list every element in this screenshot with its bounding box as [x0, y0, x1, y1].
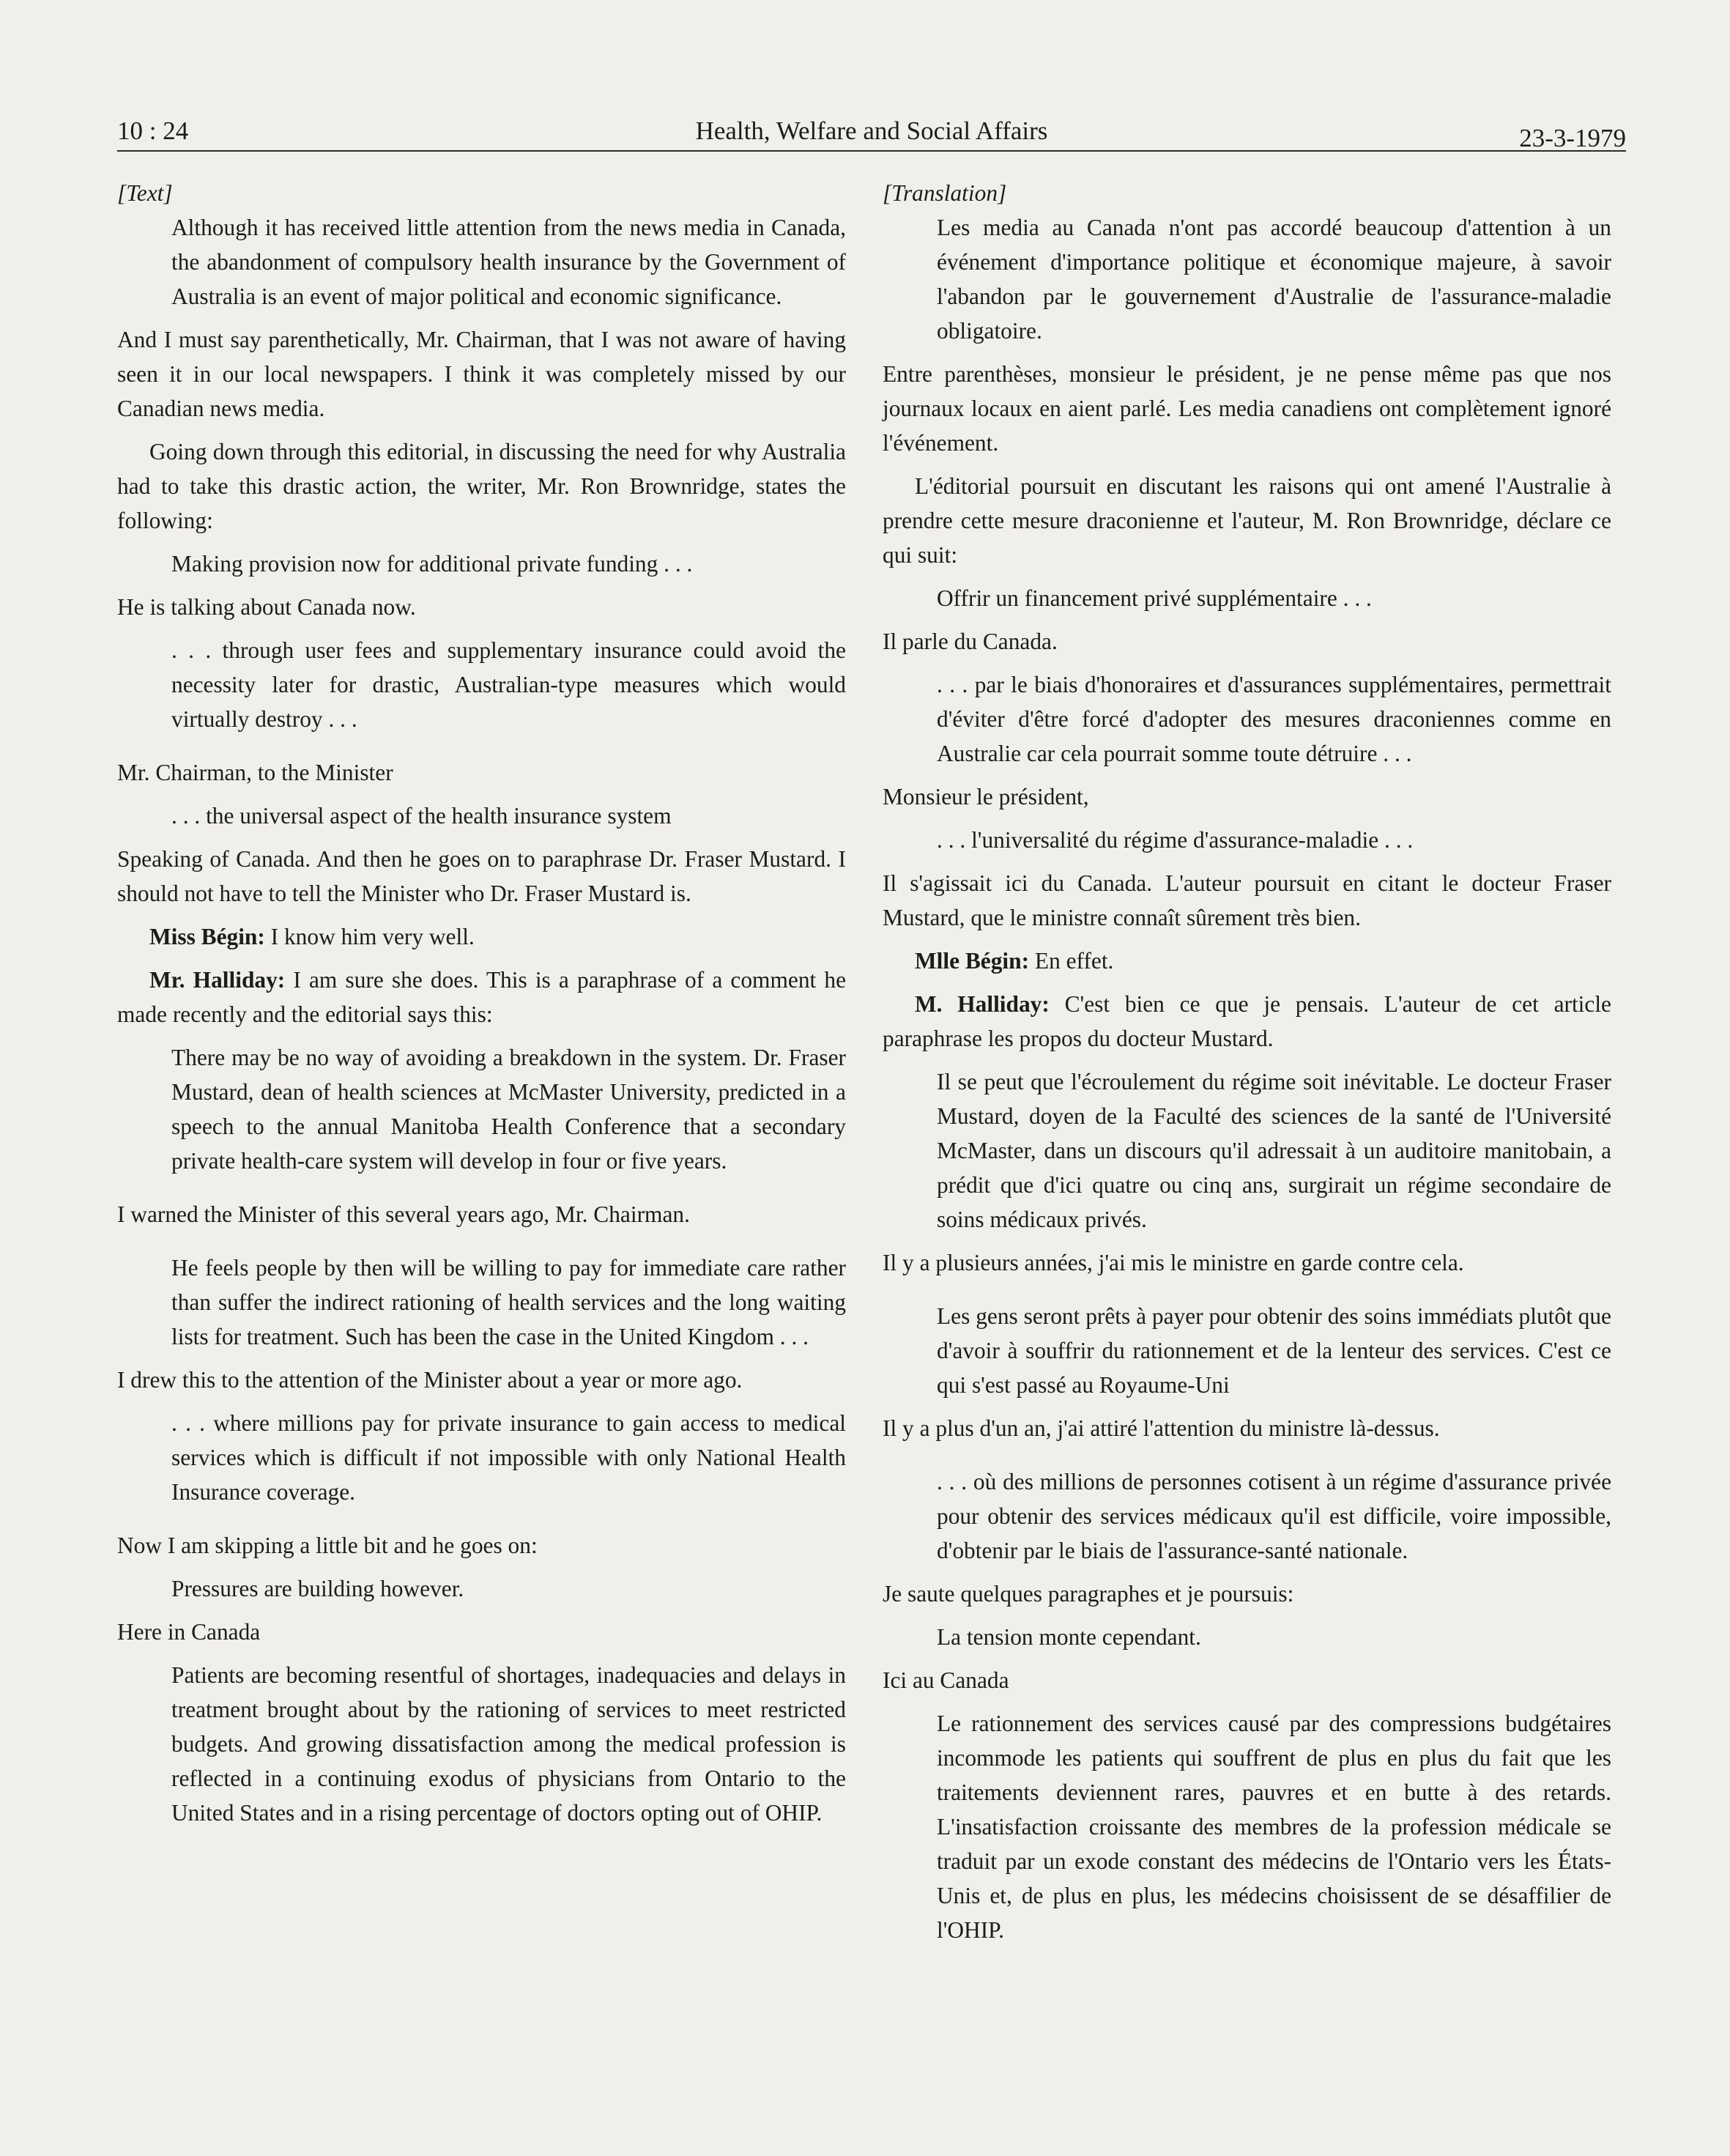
- paragraph: I drew this to the attention of the Minister about a year or more ago.: [117, 1367, 743, 1393]
- paragraph: I warned the Minister of this several years ago, Mr. Chairman.: [117, 1201, 690, 1227]
- quote-paragraph: . . . où des millions de personnes cotisent à un régime d'assurance privée pour obtenir des services médicaux qu'il est difficile, voire impossible, d'obtenir par le biais de l'assurance-santé nationale.: [937, 1469, 1611, 1563]
- paragraph: Mr. Chairman, to the Minister: [117, 760, 393, 785]
- quote-paragraph: He feels people by then will be willing to pay for immediate care rather than suffer the indirect rationing of health services and the long waiting lists for treatment. Such has been the case in the United Kingdom . . .: [171, 1255, 846, 1349]
- paragraph: Il y a plusieurs années, j'ai mis le ministre en garde contre cela.: [883, 1250, 1464, 1275]
- quote-paragraph: Patients are becoming resentful of shortages, inadequacies and delays in treatment brought about by the rationing of services to meet restricted budgets. And growing dissatisfaction among the medical profession is reflected in a continuing exodus of physicians from Ontario to the United States and in a rising percentage of doctors opting out of OHIP.: [171, 1662, 846, 1826]
- quote-paragraph: Offrir un financement privé supplémentaire . . .: [937, 585, 1372, 611]
- paragraph: And I must say parenthetically, Mr. Chairman, that I was not aware of having seen it in our local newspapers. I think it was completely missed by our Canadian news media.: [117, 327, 846, 421]
- page-date: 23-3-1979: [1519, 124, 1626, 152]
- quote-paragraph: La tension monte cependant.: [937, 1624, 1201, 1650]
- paragraph: Here in Canada: [117, 1619, 261, 1645]
- section-tag: [Text]: [117, 180, 173, 206]
- paragraph: Il y a plus d'un an, j'ai attiré l'attention du ministre là-dessus.: [883, 1415, 1440, 1441]
- running-title: Health, Welfare and Social Affairs: [695, 116, 1048, 145]
- quote-paragraph: . . . where millions pay for private insurance to gain access to medical services which is difficult if not impossible with only National Health Insurance coverage.: [171, 1410, 846, 1505]
- quote-paragraph: . . . par le biais d'honoraires et d'assurances supplémentaires, permettrait d'éviter d'être forcé d'adopter des mesures draconiennes comme en Australie car cela pourrait somme toute détruire . . .: [937, 672, 1611, 766]
- paragraph: Speaking of Canada. And then he goes on to paraphrase Dr. Fraser Mustard. I should not have to tell the Minister who Dr. Fraser Mustard is.: [117, 846, 846, 906]
- page-header: [117, 106, 1626, 152]
- speaker-paragraph: [117, 919, 846, 954]
- speaker-name: Mr. Halliday:: [149, 967, 286, 993]
- paragraph: L'éditorial poursuit en discutant les raisons qui ont amené l'Australie à prendre cette mesure draconienne et l'auteur, M. Ron Brownridge, déclare ce qui suit:: [883, 473, 1611, 568]
- section-tag: [Translation]: [883, 180, 1007, 206]
- speaker-name: Miss Bégin:: [149, 924, 265, 949]
- quote-paragraph: Les media au Canada n'ont pas accordé beaucoup d'attention à un événement d'importance politique et économique majeure, à savoir l'abandon par le gouvernement d'Australie de l'assurance-maladie obligatoire.: [937, 215, 1611, 344]
- speaker-text: En effet.: [1029, 948, 1114, 974]
- english-column: [117, 176, 846, 1839]
- speaker-text: I am sure she does. This is a paraphrase of a comment he made recently and the editorial says this:: [117, 967, 846, 1027]
- quote-paragraph: Although it has received little attention from the news media in Canada, the abandonment of compulsory health insurance by the Government of Australia is an event of major political and economic significance.: [171, 215, 846, 309]
- speaker-name: M. Halliday:: [915, 991, 1050, 1017]
- speaker-text: I know him very well.: [264, 924, 475, 949]
- french-column: [883, 176, 1611, 1956]
- paragraph: Entre parenthèses, monsieur le président, je ne pense même pas que nos journaux locaux en aient parlé. Les media canadiens ont complètement ignoré l'événement.: [883, 361, 1611, 456]
- quote-paragraph: Le rationnement des services causé par des compressions budgétaires incommode les patients qui souffrent de plus en plus du fait que les traitements deviennent rares, pauvres et en butte à des retards. L'insatisfaction croissante des membres de la profession médicale se traduit par un exode constant des médecins de l'Ontario vers les États-Unis et, de plus en plus, les médecins choisissent de se désaffilier de l'OHIP.: [937, 1711, 1611, 1943]
- paragraph: Ici au Canada: [883, 1667, 1009, 1693]
- paragraph: Il parle du Canada.: [883, 629, 1058, 654]
- speaker-paragraph: [117, 963, 846, 1031]
- paragraph: Il s'agissait ici du Canada. L'auteur poursuit en citant le docteur Fraser Mustard, que le ministre connaît sûrement très bien.: [883, 870, 1611, 930]
- speaker-paragraph: [883, 944, 1611, 978]
- paragraph: Now I am skipping a little bit and he goes on:: [117, 1533, 538, 1558]
- quote-paragraph: Les gens seront prêts à payer pour obtenir des soins immédiats plutôt que d'avoir à souffrir du rationnement et de la lenteur des services. C'est ce qui s'est passé au Royaume-Uni: [937, 1303, 1611, 1398]
- speaker-paragraph: [883, 987, 1611, 1056]
- quote-paragraph: Making provision now for additional private funding . . .: [171, 551, 693, 577]
- paragraph: Monsieur le président,: [883, 784, 1089, 810]
- quote-paragraph: . . . through user fees and supplementary insurance could avoid the necessity later for drastic, Australian-type measures which would virtually destroy . . .: [171, 637, 846, 732]
- paragraph: He is talking about Canada now.: [117, 594, 416, 620]
- speaker-name: Mlle Bégin:: [915, 948, 1030, 974]
- paragraph: Je saute quelques paragraphes et je poursuis:: [883, 1581, 1294, 1607]
- quote-paragraph: . . . the universal aspect of the health insurance system: [171, 803, 672, 829]
- quote-paragraph: Il se peut que l'écroulement du régime soit inévitable. Le docteur Fraser Mustard, doyen de la Faculté des sciences de la santé de l'Université McMaster, dans un discours qu'il adressait à un auditoire manitobain, a prédit que d'ici quatre ou cinq ans, surgirait un régime secondaire de soins médicaux privés.: [937, 1069, 1611, 1232]
- paragraph: Going down through this editorial, in discussing the need for why Australia had to take this drastic action, the writer, Mr. Ron Brownridge, states the following:: [117, 439, 846, 533]
- page-number: 10 : 24: [117, 116, 189, 145]
- quote-paragraph: . . . l'universalité du régime d'assurance-maladie . . .: [937, 827, 1414, 853]
- quote-paragraph: There may be no way of avoiding a breakdown in the system. Dr. Fraser Mustard, dean of health sciences at McMaster University, predicted in a speech to the annual Manitoba Health Conference that a secondary private health-care system will develop in four or five years.: [171, 1045, 846, 1174]
- speaker-text: C'est bien ce que je pensais. L'auteur de cet article paraphrase les propos du docteur Mustard.: [883, 991, 1611, 1051]
- quote-paragraph: Pressures are building however.: [171, 1576, 464, 1601]
